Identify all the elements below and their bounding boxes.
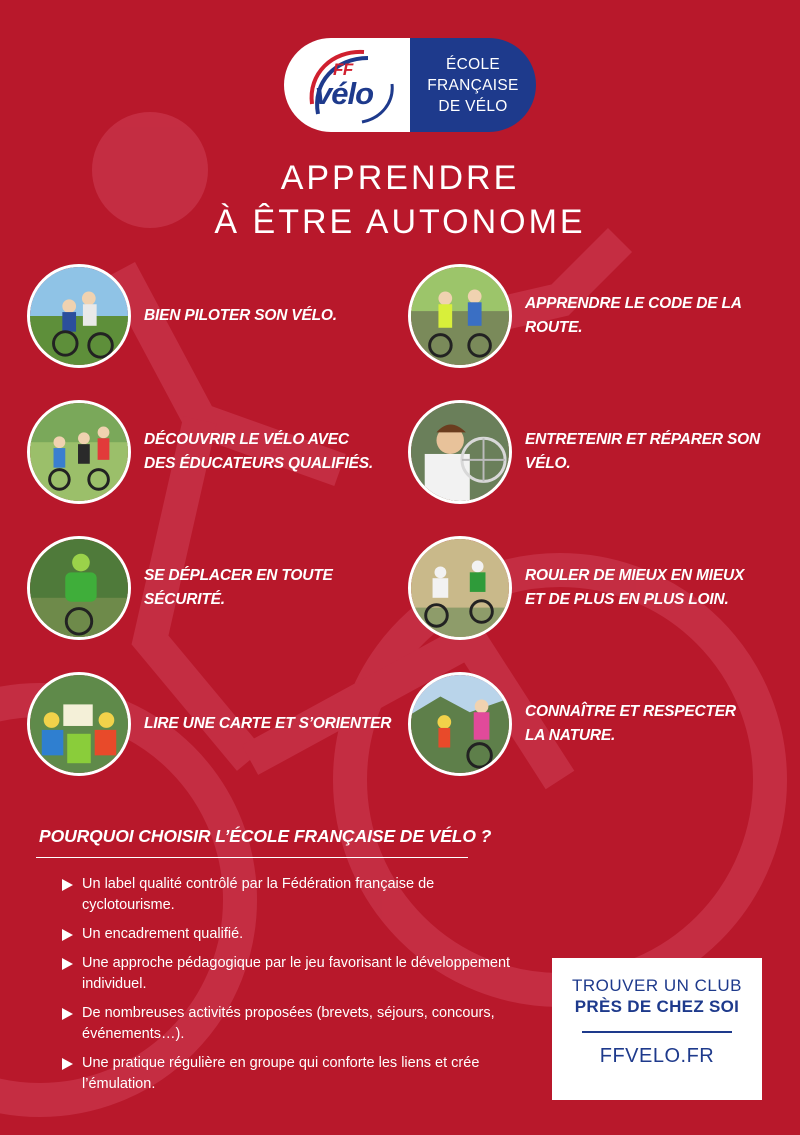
cyclists-photo-icon [408,264,512,368]
cta-line-1: TROUVER UN CLUB [572,976,742,995]
road-cyclists-photo-icon [408,536,512,640]
list-item-text: De nombreuses activités proposées (brevets, séjours, concours, événements…). [82,1005,495,1042]
feature-label: SE DÉPLACER EN TOUTE SÉCURITÉ. [144,567,333,608]
feature-label: ROULER DE MIEUX EN MIEUX ET DE PLUS EN PLUS LOIN. [525,567,745,608]
feature-label: CONNAÎTRE ET RESPECTER LA NATURE. [525,703,736,744]
repair-photo-icon [408,400,512,504]
why-heading: POURQUOI CHOISIR L’ÉCOLE FRANÇAISE DE VÉLO ? [39,826,492,846]
find-club-box[interactable] [552,958,762,1100]
list-item [62,1053,522,1095]
cyclists-photo-icon [27,264,131,368]
cta-line-2: PRÈS DE CHEZ SOI [574,997,740,1016]
logo-line-3: DE VÉLO [438,97,508,115]
feature-item [27,672,394,776]
list-item [62,953,522,995]
triangle-bullet-icon [62,1058,73,1070]
feature-item [408,536,765,640]
logo-line-2: FRANÇAISE [427,76,519,94]
feature-label: APPRENDRE LE CODE DE LA ROUTE. [525,295,742,336]
cta-divider [582,1031,732,1033]
logo-ff-text: FF [333,60,353,79]
title-line-1: APPRENDRE [280,159,520,197]
ffvelo-logo [284,38,536,132]
page-title [0,156,800,244]
why-divider [36,857,468,858]
logo-text-block [410,38,536,132]
logo-velo-text: vélo [315,76,374,111]
triangle-bullet-icon [62,929,73,941]
list-item-text: Un label qualité contrôlé par la Fédération française de cyclotourisme. [82,876,435,913]
list-item [62,874,522,916]
list-item [62,1003,522,1045]
feature-label: DÉCOUVRIR LE VÉLO AVEC DES ÉDUCATEURS QUALIFIÉS. [144,431,373,472]
feature-item [408,264,785,368]
title-line-2: À ÊTRE AUTONOME [214,203,586,241]
feature-item [408,400,765,504]
feature-label: LIRE UNE CARTE ET S’ORIENTER [144,715,392,732]
feature-item [408,672,755,776]
feature-item [27,264,364,368]
triangle-bullet-icon [62,879,73,891]
triangle-bullet-icon [62,958,73,970]
list-item-text: Une pratique régulière en groupe qui conforte les liens et crée l’émulation. [82,1055,480,1092]
feature-label: BIEN PILOTER SON VÉLO. [144,307,337,324]
list-item-text: Un encadrement qualifié. [82,926,244,942]
nature-photo-icon [408,672,512,776]
why-list [62,874,522,1103]
website-link[interactable]: FFVELO.FR [599,1045,715,1067]
logo-emblem [284,38,410,132]
logo-line-1: ÉCOLE [445,55,501,73]
feature-item [27,400,374,504]
feature-label: ENTRETENIR ET RÉPARER SON VÉLO. [525,431,760,472]
cyclists-photo-icon [27,400,131,504]
list-item [62,924,522,945]
triangle-bullet-icon [62,1008,73,1020]
list-item-text: Une approche pédagogique par le jeu favorisant le développement individuel. [82,955,511,992]
rider-photo-icon [27,536,131,640]
feature-item [27,536,394,640]
map-reading-photo-icon [27,672,131,776]
